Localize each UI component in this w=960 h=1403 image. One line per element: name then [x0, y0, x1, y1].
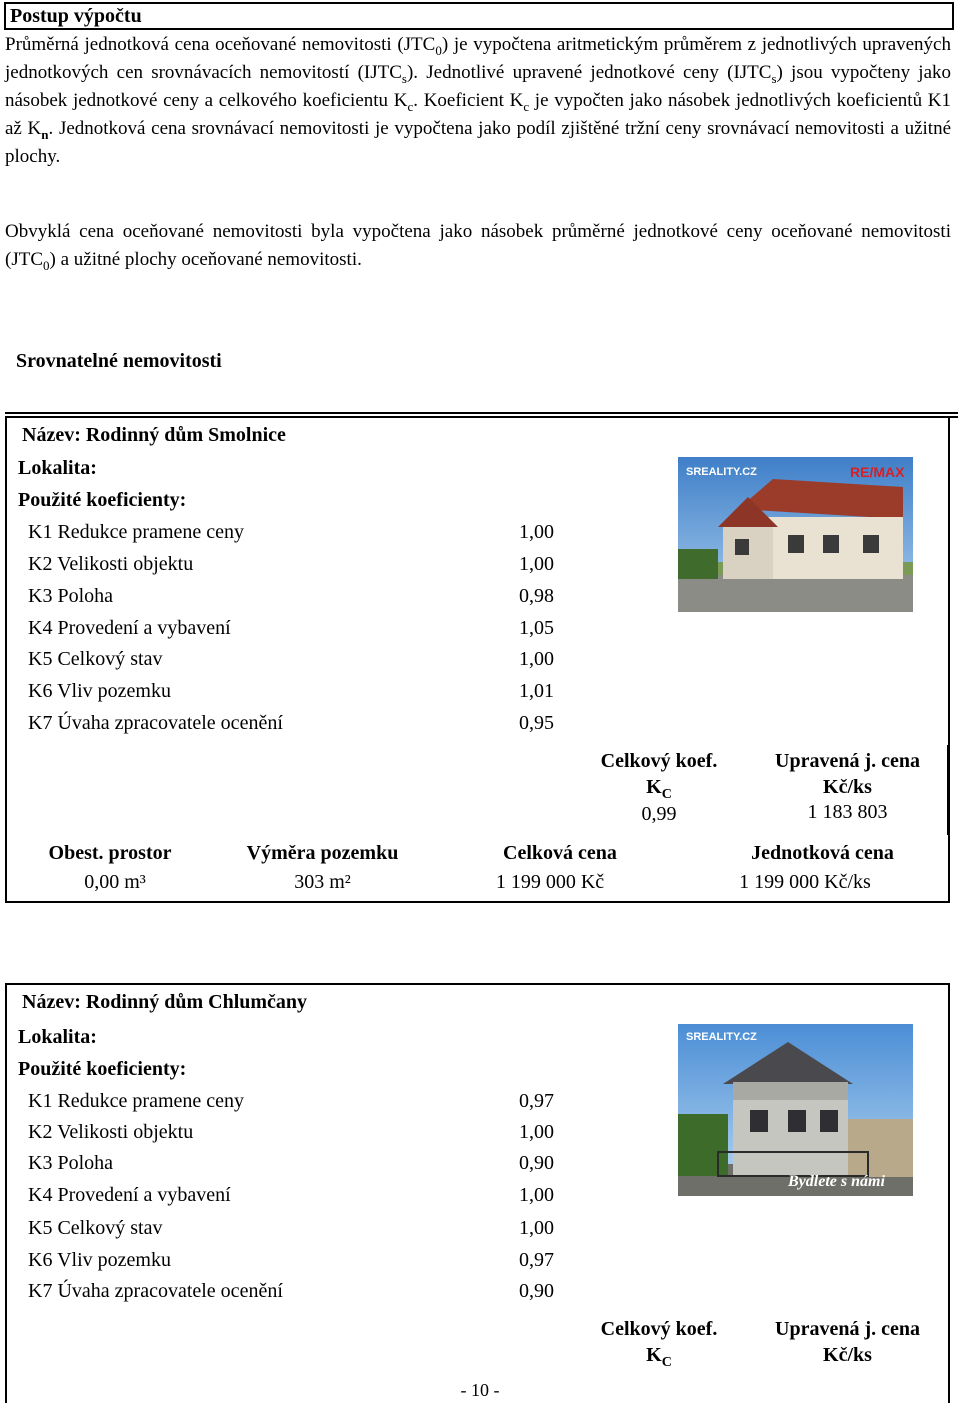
card-left-border — [5, 983, 7, 1403]
coef-value: 1,00 — [519, 521, 554, 543]
jednotkova-label: Jednotková cena — [751, 842, 894, 864]
vymera-value: 303 m² — [294, 871, 351, 893]
coefficients-label: Použité koeficienty: — [18, 489, 187, 511]
coef-value: 0,97 — [519, 1090, 554, 1112]
card-left-border — [5, 418, 7, 903]
adjusted-price-label: Upravená j. cena — [775, 750, 920, 772]
coef-value: 1,01 — [519, 680, 554, 702]
obest-value: 0,00 m³ — [84, 871, 146, 893]
coef-row: K7 Úvaha zpracovatele ocenění — [28, 712, 283, 734]
section-divider — [5, 412, 958, 418]
coef-value: 0,90 — [519, 1280, 554, 1302]
property-photo — [678, 1024, 913, 1196]
location-label: Lokalita: — [18, 1026, 97, 1048]
svg-text:SREALITY.CZ: SREALITY.CZ — [686, 466, 757, 478]
coef-value: 0,90 — [519, 1152, 554, 1174]
coef-value: 0,95 — [519, 712, 554, 734]
method-paragraph: Průměrná jednotková cena oceňované nemovitosti $(JTC_0)$ je vypočtena aritmetickým průměrem z jednotlivých upravených jednotkových cen srovnávacích nemovitostí $(IJTC_s)$. Jednotlivé upravené jednotkové ceny $(IJTC_s)$ jsou vypočteny jako násobek jednotkové ceny a celkového koeficientu $K_c$. Koeficient $K_c$ je vypočten jako násobek jednotlivých koeficientů K1 až $K_n$. Jednotková cena srovnávací nemovitosti je vypočtena jako podíl zjištěné tržní ceny srovnávací nemovitosti a užitné plochy. — [5, 34, 952, 167]
coef-row: K5 Celkový stav — [28, 1217, 163, 1239]
section-header: Postup výpočtu — [4, 2, 954, 30]
coef-row: K4 Provedení a vybavení — [28, 1184, 231, 1206]
obest-label: Obest. prostor — [48, 842, 172, 864]
comparables-title: Srovnatelné nemovitosti — [16, 350, 222, 372]
card-top-border — [5, 983, 950, 985]
coef-value: 1,00 — [519, 648, 554, 670]
coef-row: K6 Vliv pozemku — [28, 680, 171, 702]
total-koef-value: 0,99 — [641, 803, 677, 825]
coef-row: K1 Redukce pramene ceny — [28, 1090, 245, 1112]
coef-row: K1 Redukce pramene ceny — [28, 521, 245, 543]
coef-value: 1,05 — [519, 617, 554, 639]
coef-value: 0,98 — [519, 585, 554, 607]
adjusted-price-unit: Kč/ks — [823, 776, 872, 798]
total-koef-label: Celkový koef. — [600, 1318, 718, 1340]
page-number: - 10 - — [460, 1380, 500, 1400]
coef-value: 1,00 — [519, 553, 554, 575]
svg-text:Bydlete s námi: Bydlete s námi — [788, 1173, 885, 1190]
result-paragraph: Obvyklá cena oceňované nemovitosti byla vypočtena jako násobek průměrné jednotkové ceny oceňované nemovitosti $(JTC_0)$ a užitné plochy oceňované nemovitosti. — [5, 221, 951, 273]
coef-row: K4 Provedení a vybavení — [28, 617, 231, 639]
card-inner-border — [947, 745, 949, 835]
property-name: Název: Rodinný dům Smolnice — [22, 424, 286, 446]
svg-text:SREALITY.CZ: SREALITY.CZ — [686, 1031, 757, 1043]
coef-row: K2 Velikosti objektu — [28, 1121, 194, 1143]
coef-row: K7 Úvaha zpracovatele ocenění — [28, 1280, 283, 1302]
vymera-label: Výměra pozemku — [246, 842, 399, 864]
jednotkova-value: 1 199 000 Kč/ks — [739, 871, 871, 893]
coef-value: 0,97 — [519, 1249, 554, 1271]
coef-value: 1,00 — [519, 1184, 554, 1206]
location-label: Lokalita: — [18, 457, 97, 479]
kc-label: $K_C$ — [646, 776, 672, 802]
card-right-border — [948, 983, 950, 1403]
coefficients-label: Použité koeficienty: — [18, 1058, 187, 1080]
coef-row: K5 Celkový stav — [28, 648, 163, 670]
card-bottom-border — [5, 901, 950, 903]
property-photo — [678, 457, 913, 612]
coef-row: K3 Poloha — [28, 585, 114, 607]
celkova-value: 1 199 000 Kč — [495, 871, 605, 893]
adjusted-price-value: 1 183 803 — [807, 801, 888, 823]
total-koef-label: Celkový koef. — [600, 750, 718, 772]
property-name: Název: Rodinný dům Chlumčany — [22, 991, 308, 1013]
kc-label: $K_C$ — [646, 1344, 672, 1370]
coef-row: K2 Velikosti objektu — [28, 553, 194, 575]
coef-row: K6 Vliv pozemku — [28, 1249, 171, 1271]
coef-value: 1,00 — [519, 1121, 554, 1143]
svg-text:RE/MAX: RE/MAX — [850, 464, 905, 480]
coef-row: K3 Poloha — [28, 1152, 114, 1174]
celkova-label: Celková cena — [503, 842, 617, 864]
adjusted-price-unit: Kč/ks — [823, 1344, 872, 1366]
coef-value: 1,00 — [519, 1217, 554, 1239]
adjusted-price-label: Upravená j. cena — [775, 1318, 920, 1340]
